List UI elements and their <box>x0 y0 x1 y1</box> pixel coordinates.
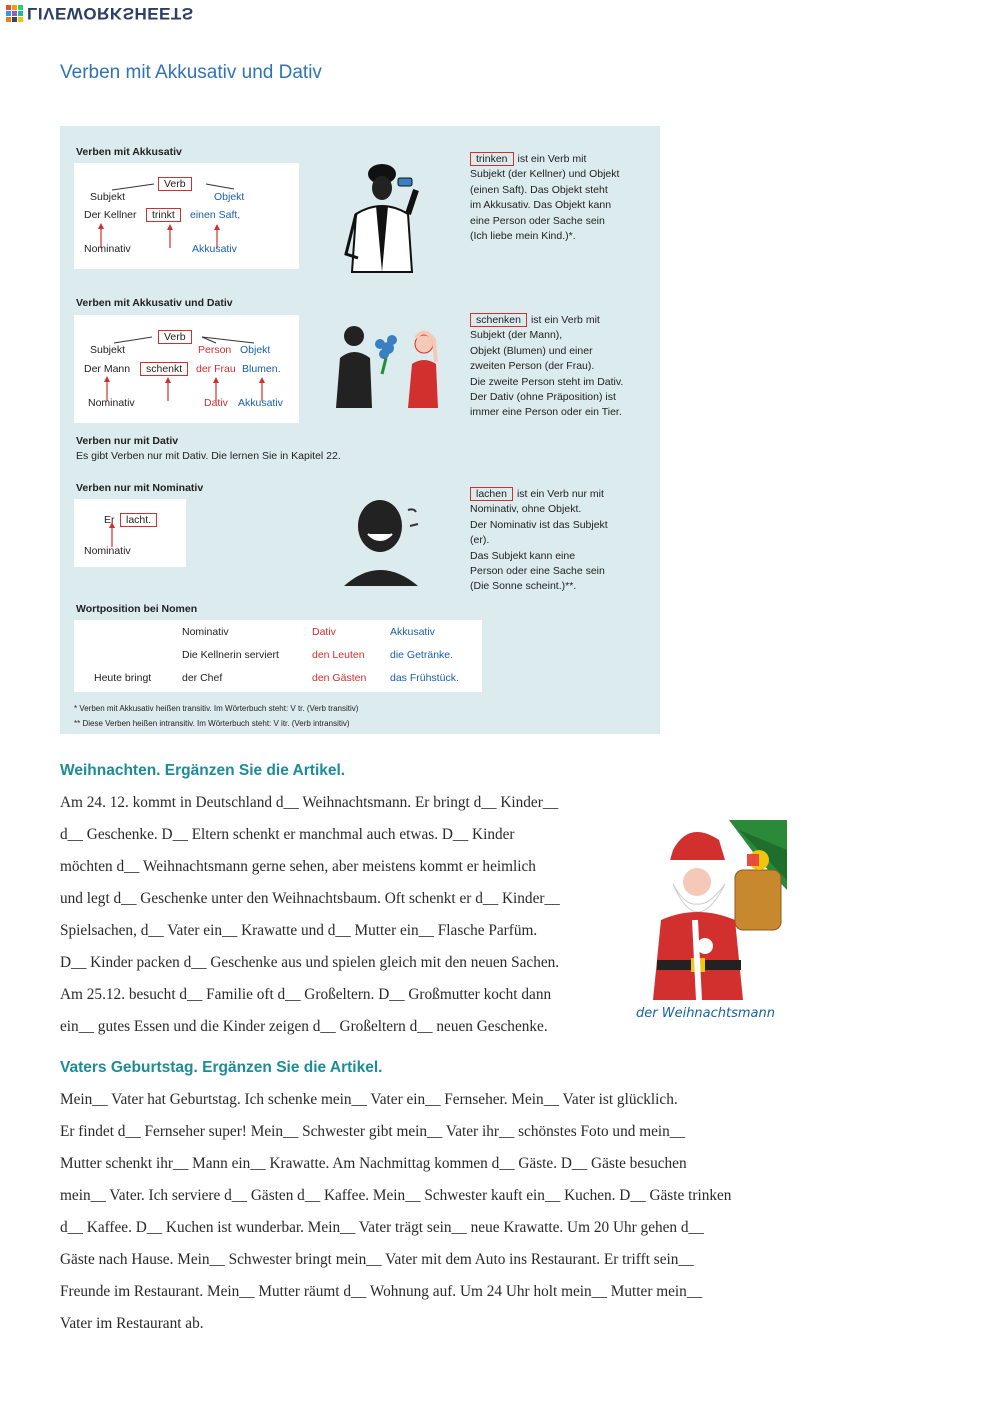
logo-text: LIVEWORKSHEETS <box>27 3 194 23</box>
text-line: möchten d__ Weihnachtsmann gerne sehen, aber meistens kommt er heimlich <box>60 858 536 875</box>
exercise-heading-weihnachten: Weihnachten. Ergänzen Sie die Artikel. <box>60 762 346 779</box>
text-line: Gäste nach Hause. Mein__ Schwester bringt mein__ Vater mit dem Auto ins Restaurant. Er trifft sein__ <box>60 1251 694 1268</box>
verb-example: schenkt <box>140 362 188 376</box>
dative-example: der Frau <box>196 363 236 375</box>
text-line: Am 24. 12. kommt in Deutschland d__ Weihnachtsmann. Er bringt d__ Kinder__ <box>60 794 559 811</box>
text-line: und legt d__ Geschenke unter den Weihnachtsbaum. Oft schenkt er d__ Kinder__ <box>60 890 560 907</box>
text-line: D__ Kinder packen d__ Geschenke aus und spielen gleich mit den neuen Sachen. <box>60 954 560 971</box>
table-cell: Heute bringt <box>94 672 152 684</box>
person-label: Person <box>198 344 232 356</box>
akkusativ-label: Akkusativ <box>192 243 237 255</box>
object-example: einen Saft, <box>190 209 241 221</box>
text-line: ein__ gutes Essen und die Kinder zeigen d__ Großeltern d__ neuen Geschenke. <box>60 1018 548 1035</box>
akkusativ-diagram <box>74 163 299 269</box>
dativ-label: Dativ <box>204 397 228 409</box>
keyword-trinken: trinken <box>470 152 514 166</box>
waiter-drinking-illustration <box>336 154 436 274</box>
col-dativ: Dativ <box>312 626 336 638</box>
keyword-schenken: schenken <box>470 313 527 327</box>
subjekt-label: Subjekt <box>90 344 126 356</box>
nominativ-label: Nominativ <box>88 397 135 409</box>
santa-claus-illustration <box>639 820 787 1000</box>
nominativ-diagram <box>74 499 186 567</box>
dativ-text: Es gibt Verben nur mit Dativ. Die lernen Sie in Kapitel 22. <box>76 450 341 462</box>
keyword-lachen: lachen <box>470 487 513 501</box>
text-line: Freunde im Restaurant. Mein__ Mutter räumt d__ Wohnung auf. Um 24 Uhr holt mein__ Mutter mein__ <box>60 1283 703 1300</box>
section-heading-akkusativ: Verben mit Akkusativ <box>76 146 182 158</box>
verb-lacht: lacht. <box>120 513 157 527</box>
section-heading-dativ: Verben nur mit Dativ <box>76 435 179 447</box>
laughing-man-illustration <box>338 490 428 586</box>
exercise-heading-geburtstag: Vaters Geburtstag. Ergänzen Sie die Artikel. <box>60 1059 383 1076</box>
nominativ-label: Nominativ <box>84 243 131 255</box>
text-line: d__ Kaffee. D__ Kuchen ist wunderbar. Mein__ Vater trägt sein__ neue Krawatte. Um 20 Uhr gehen d__ <box>60 1219 704 1236</box>
table-cell: Die Kellnerin serviert <box>182 649 279 661</box>
objekt-label: Objekt <box>240 344 271 356</box>
verb-example: trinkt <box>146 208 181 222</box>
verb-label: Verb <box>158 177 192 191</box>
akkusativ-label: Akkusativ <box>238 397 283 409</box>
table-cell: die Getränke. <box>390 649 454 661</box>
footnote-transitiv: * Verben mit Akkusativ heißen transitiv. Im Wörterbuch steht: V tr. (Verb transitiv) <box>74 704 359 713</box>
exercise-text-geburtstag <box>60 1084 731 1340</box>
nominativ-label: Nominativ <box>84 545 131 557</box>
wortposition-table <box>74 620 482 692</box>
subject-example: Der Mann <box>84 363 131 375</box>
text-line: Mein__ Vater hat Geburtstag. Ich schenke mein__ Vater ein__ Fernseher. Mein__ Vater ist glücklich. <box>60 1091 678 1108</box>
table-cell: das Frühstück. <box>390 672 459 684</box>
text-line: Er findet d__ Fernseher super! Mein__ Schwester gibt mein__ Vater ihr__ schönstes Foto und mein__ <box>60 1123 686 1140</box>
text-line: Vater im Restaurant ab. <box>60 1315 204 1332</box>
footnote-intransitiv: ** Diese Verben heißen intransitiv. Im Wörterbuch steht: V itr. (Verb intransitiv) <box>74 719 350 728</box>
section-heading-akkusativ-dativ: Verben mit Akkusativ und Dativ <box>76 297 233 309</box>
page-title: Verben mit Akkusativ und Dativ <box>60 62 322 83</box>
col-nominativ: Nominativ <box>182 626 229 638</box>
verb-label: Verb <box>158 330 192 344</box>
text-line: d__ Geschenke. D__ Eltern schenkt er manchmal auch etwas. D__ Kinder <box>60 826 515 843</box>
subject-er: Er <box>104 514 115 526</box>
note-schenken: schenken ist ein Verb mit Subjekt (der Mann), Objekt (Blumen) und einer zweiten Person (der Frau). Die zweite Person steht im Dativ. Der Dativ (ohne Präposition) ist immer eine Person oder ein Tier. <box>470 314 624 419</box>
text-line: Mutter schenkt ihr__ Mann ein__ Krawatte. Am Nachmittag kommen d__ Gäste. D__ Gäste besuchen <box>60 1155 687 1172</box>
exercise-text-weihnachten <box>60 787 560 1043</box>
logo-blocks-icon <box>6 5 23 22</box>
table-cell: den Leuten <box>312 649 365 661</box>
santa-caption: der Weihnachtsmann <box>636 1006 776 1021</box>
liveworksheets-logo <box>6 2 194 24</box>
text-line: Am 25.12. besucht d__ Familie oft d__ Großeltern. D__ Großmutter kocht dann <box>60 986 552 1003</box>
subjekt-label: Subjekt <box>90 191 126 203</box>
man-giving-flowers-illustration <box>332 318 442 410</box>
text-line: Spielsachen, d__ Vater ein__ Krawatte und d__ Mutter ein__ Flasche Parfüm. <box>60 922 538 939</box>
grammar-panel <box>60 126 660 734</box>
section-heading-nominativ: Verben nur mit Nominativ <box>76 482 204 494</box>
note-lachen: lachen ist ein Verb nur mit Nominativ, ohne Objekt. Der Nominativ ist das Subjekt (er). Das Subjekt kann eine Person oder eine Sache sein (Die Sonne scheint.)**. <box>470 488 608 593</box>
akkusativ-dativ-diagram <box>74 315 299 423</box>
subject-example: Der Kellner <box>84 209 137 221</box>
objekt-label: Objekt <box>214 191 245 203</box>
object-example: Blumen. <box>242 363 281 375</box>
col-akkusativ: Akkusativ <box>390 626 435 638</box>
note-trinken: trinken ist ein Verb mit Subjekt (der Kellner) und Objekt (einen Saft). Das Objekt steht im Akkusativ. Das Objekt kann eine Person oder Sache sein (Ich liebe mein Kind.)*. <box>470 153 620 243</box>
table-cell: der Chef <box>182 672 223 684</box>
text-line: mein__ Vater. Ich serviere d__ Gästen d__ Kaffee. Mein__ Schwester kauft ein__ Kuchen. D__ Gäste trinken <box>60 1187 732 1204</box>
table-cell: den Gästen <box>312 672 367 684</box>
section-heading-wortposition: Wortposition bei Nomen <box>76 603 198 615</box>
